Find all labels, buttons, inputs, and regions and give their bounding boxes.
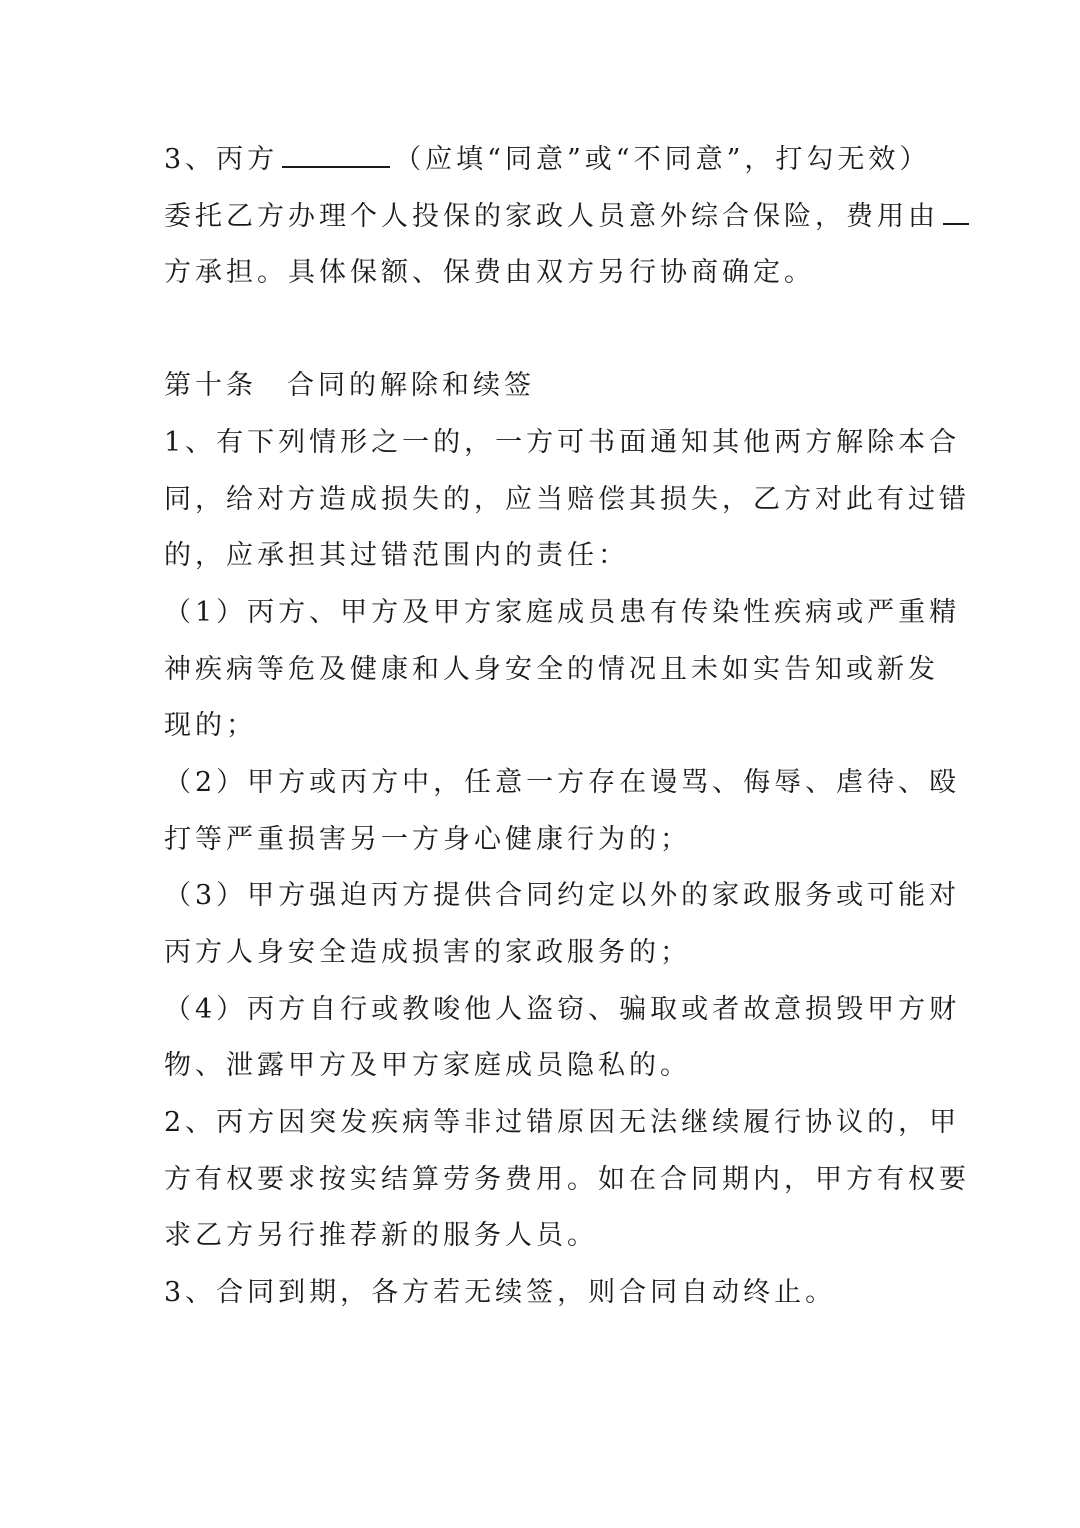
paragraph-line: 的，应承担其过错范围内的责任： [164, 540, 629, 571]
paragraph-line: （4）丙方自行或教唆他人盗窃、骗取或者故意损毁甲方财 [164, 994, 961, 1025]
cost-party-blank-field [943, 197, 969, 225]
item3-line3 [164, 253, 815, 293]
item3-prefix: 3、丙方 [164, 144, 279, 175]
paragraph-line: （1）丙方、甲方及甲方家庭成员患有传染性疾病或严重精 [164, 597, 961, 628]
item3-line2 [164, 197, 973, 237]
item3-suffix: （应填“同意”或“不同意”，打勾无效） [394, 144, 931, 175]
consent-blank-field [282, 140, 390, 168]
paragraph-line: （3）甲方强迫丙方提供合同约定以外的家政服务或可能对 [164, 880, 961, 911]
article-title: 合同的解除和续签 [287, 370, 535, 401]
paragraph-line: 神疾病等危及健康和人身安全的情况且未如实告知或新发 [164, 654, 939, 685]
paragraph-line: 2、丙方因突发疾病等非过错原因无法继续履行协议的，甲 [164, 1107, 961, 1138]
paragraph-line: 1、有下列情形之一的，一方可书面通知其他两方解除本合 [164, 427, 961, 458]
paragraph-line: 打等严重损害另一方身心健康行为的； [164, 824, 691, 855]
paragraph-line: 同，给对方造成损失的，应当赔偿其损失，乙方对此有过错 [164, 484, 970, 515]
paragraph-line: 物、泄露甲方及甲方家庭成员隐私的。 [164, 1050, 691, 1081]
paragraph-line: 方有权要求按实结算劳务费用。如在合同期内，甲方有权要 [164, 1164, 970, 1195]
article-number: 第十条 [164, 370, 257, 401]
paragraph-line: 求乙方另行推荐新的服务人员。 [164, 1220, 598, 1251]
article-heading [164, 366, 535, 406]
item3-line2-text: 委托乙方办理个人投保的家政人员意外综合保险，费用由 [164, 201, 939, 232]
paragraph-line: （2）甲方或丙方中，任意一方存在谩骂、侮辱、虐待、殴 [164, 767, 961, 798]
paragraph-line: 3、合同到期，各方若无续签，则合同自动终止。 [164, 1277, 837, 1308]
item3-line3-text: 方承担。具体保额、保费由双方另行协商确定。 [164, 257, 815, 288]
item3-line1 [164, 140, 930, 180]
paragraph-line: 现的； [164, 710, 257, 741]
paragraph-line: 丙方人身安全造成损害的家政服务的； [164, 937, 691, 968]
